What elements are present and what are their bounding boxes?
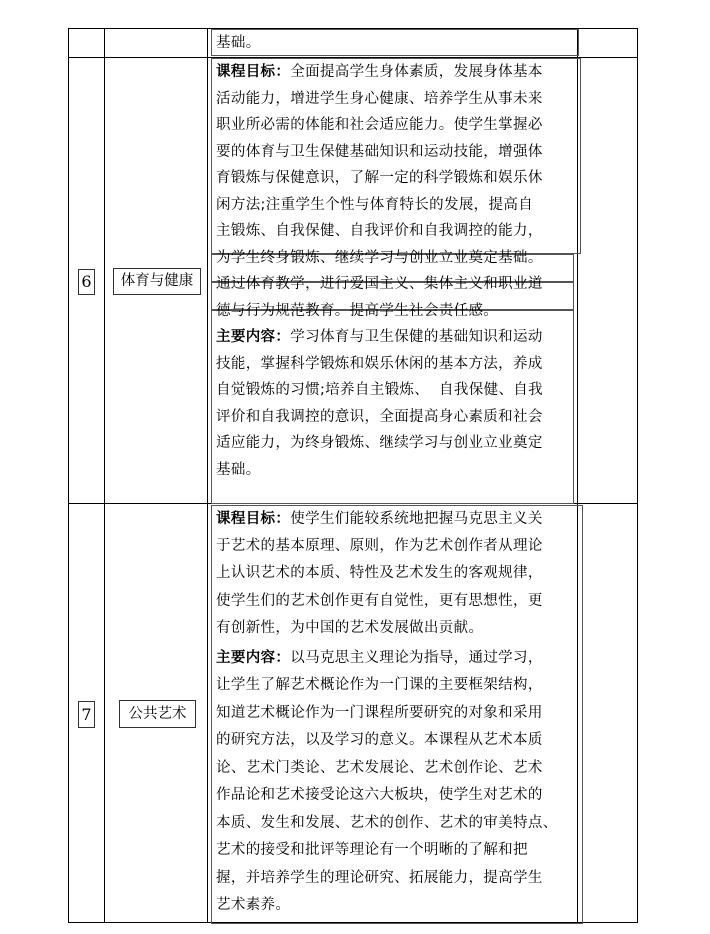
content-line xyxy=(216,324,543,351)
goal-line: 职业所必需的体能和社会适应能力。使学生掌握必 xyxy=(216,117,543,133)
content-label: 主要内容： xyxy=(216,329,291,345)
goal-label: 课程目标： xyxy=(216,64,291,80)
goal-line: 活动能力，增进学生身心健康、培养学生从事未来 xyxy=(216,91,543,107)
content-line: 艺术的接受和批评等理论有一个明晰的了解和把 xyxy=(216,842,528,858)
content-line: 本质、发生和发展、艺术的创作、艺术的审美特点、 xyxy=(216,815,558,831)
goal-label: 课程目标： xyxy=(216,511,291,527)
content-line: 知道艺术概论作为一门课程所要研究的对象和采用 xyxy=(216,705,543,721)
content-text: 以马克思主义理论为指导，通过学习， xyxy=(290,650,543,666)
goal-line: 为学生终身锻炼、继续学习与创业立业奠定基础。 xyxy=(216,250,543,266)
content-line: 艺术素养。 xyxy=(216,897,291,913)
goal-line: 德与行为规范教育。提高学生社会责任感。 xyxy=(216,303,499,319)
content-line xyxy=(216,645,543,672)
content-line: 评价和自我调控的意识，全面提高身心素质和社会 xyxy=(216,409,543,425)
course-name-public-art: 公共艺术 xyxy=(119,700,196,728)
content-label: 主要内容： xyxy=(216,650,291,666)
table-right-border xyxy=(637,28,638,923)
content-line: 握，并培养学生的理论研究、拓展能力，提高学生 xyxy=(216,870,543,886)
content-line: 让学生了解艺术概论作为一门课的主要框架结构， xyxy=(216,677,543,693)
goal-line xyxy=(216,506,543,533)
row-number-6: 6 xyxy=(78,269,95,295)
text-frame-prev xyxy=(211,29,579,56)
row-number-7: 7 xyxy=(78,701,95,728)
goal-line: 主锻炼、自我保健、自我评价和自我调控的能力， xyxy=(216,223,543,239)
goal-line xyxy=(216,59,543,86)
goal-line: 通过体育教学，进行爱国主义、集体主义和职业道 xyxy=(216,276,543,292)
goal-line: 闲方法;注重学生个性与体育特长的发展，提高自 xyxy=(216,197,534,213)
goal-line: 要的体育与卫生保健基础知识和运动技能，增强体 xyxy=(216,144,543,160)
content-line: 自觉锻炼的习惯;培养自主锻炼、 自我保健、自我 xyxy=(216,382,544,398)
column-divider-2 xyxy=(207,28,208,923)
content-line: 作品论和艺术接受论这六大板块，使学生对艺术的 xyxy=(216,787,543,803)
goal-line: 上认识艺术的本质、特性及艺术发生的客观规律， xyxy=(216,565,543,581)
content-line: 基础。 xyxy=(216,462,261,478)
goal-text: 全面提高学生身体素质，发展身体基本 xyxy=(290,64,543,80)
content-line: 技能，掌握科学锻炼和娱乐休闲的基本方法，养成 xyxy=(216,356,543,372)
prev-row-text: 基础。 xyxy=(216,35,261,51)
content-line: 的研究方法，以及学习的意义。本课程从艺术本质 xyxy=(216,732,543,748)
goal-line: 有创新性，为中国的艺术发展做出贡献。 xyxy=(216,620,484,636)
goal-line: 育锻炼与保健意识，了解一定的科学锻炼和娱乐休 xyxy=(216,170,543,186)
content-text: 学习体育与卫生保健的基础知识和运动 xyxy=(290,329,543,345)
goal-line: 于艺术的基本原理、原则，作为艺术创作者从理论 xyxy=(216,538,543,554)
content-line: 论、艺术门类论、艺术发展论、艺术创作论、艺术 xyxy=(216,760,543,776)
content-line: 适应能力，为终身锻炼、继续学习与创业立业奠定 xyxy=(216,435,543,451)
course-name-pe-health: 体育与健康 xyxy=(113,268,201,295)
goal-text: 使学生们能较系统地把握马克思主义关 xyxy=(290,511,543,527)
goal-line: 使学生们的艺术创作更有自觉性，更有思想性，更 xyxy=(216,593,543,609)
table-left-border xyxy=(68,28,69,923)
column-divider-1 xyxy=(104,28,105,923)
